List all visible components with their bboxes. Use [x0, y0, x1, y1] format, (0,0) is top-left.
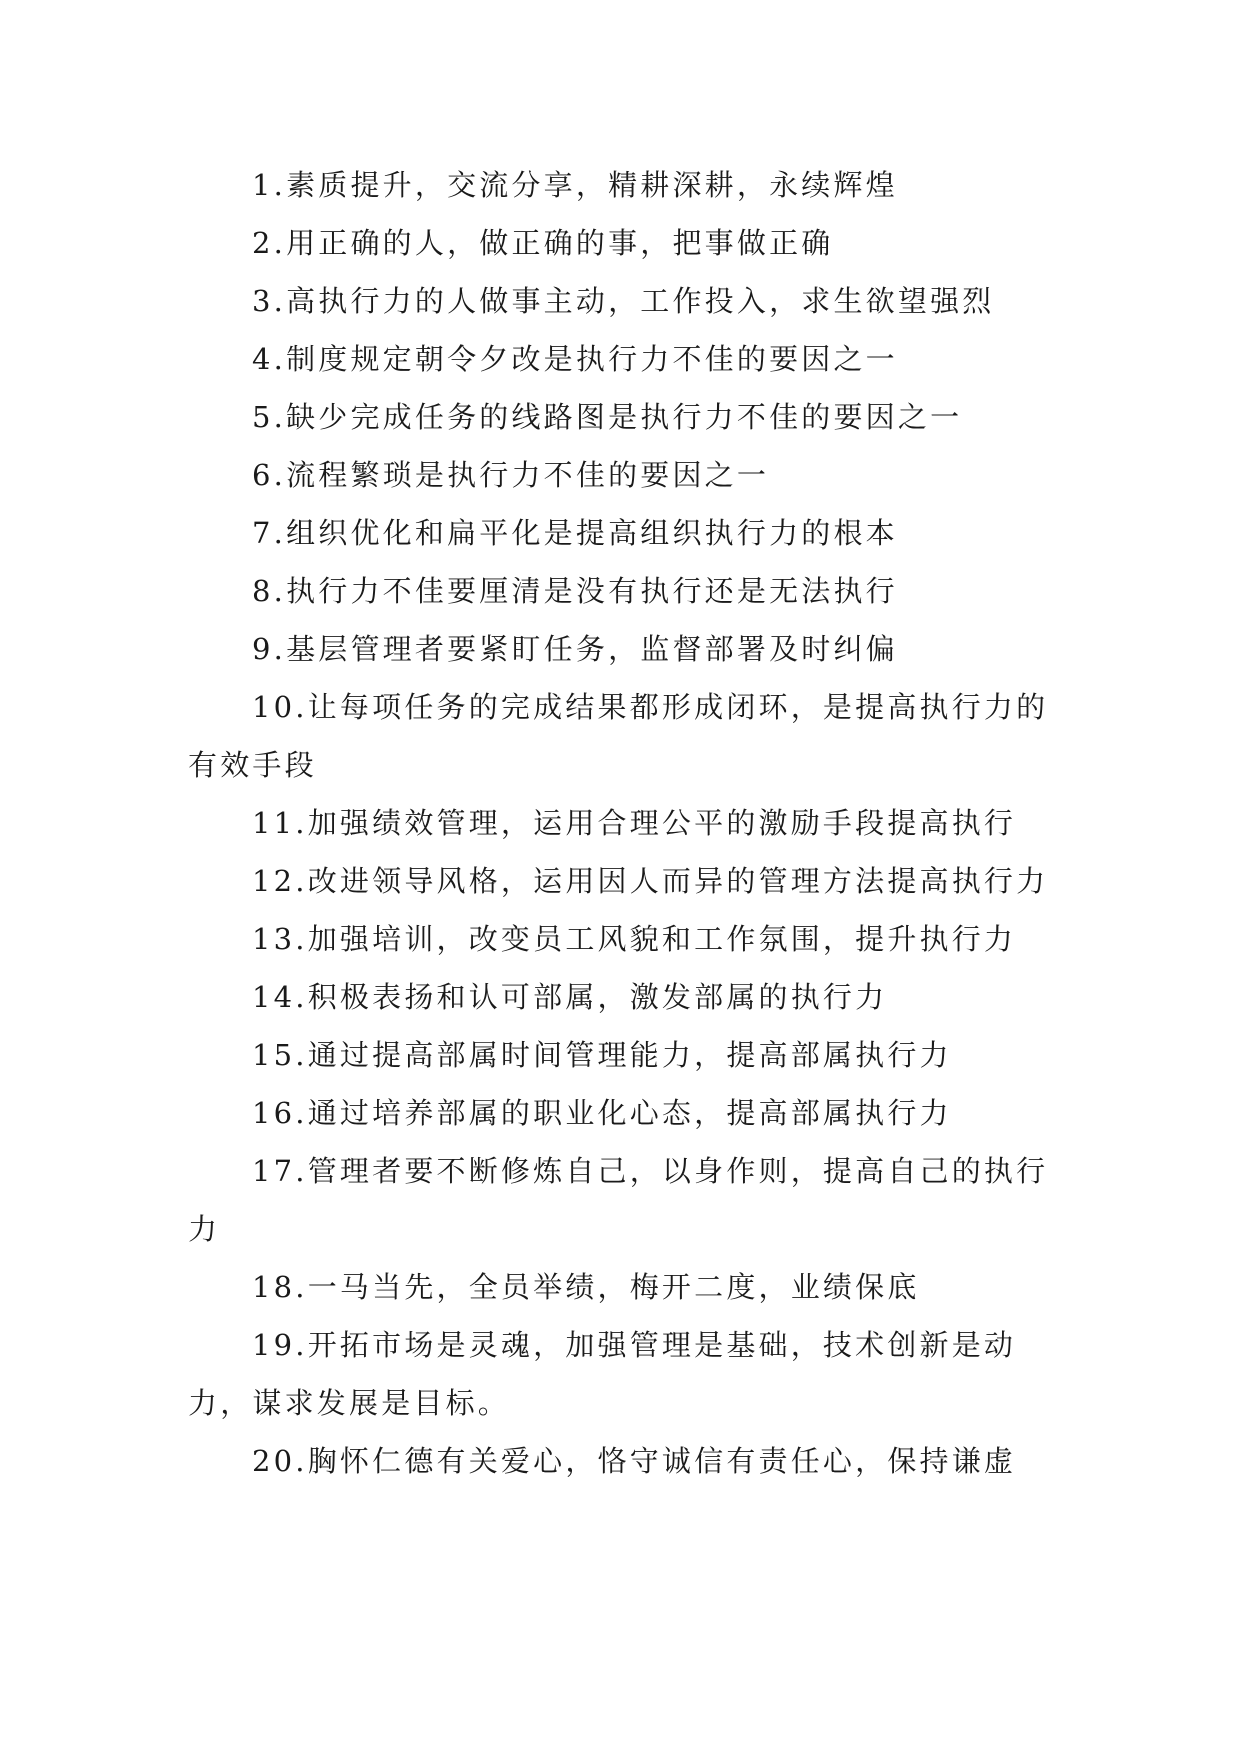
list-item: 19.开拓市场是灵魂，加强管理是基础，技术创新是动力，谋求发展是目标。 [188, 1328, 1017, 1420]
document-body [188, 156, 1050, 1490]
list-item: 13.加强培训，改变员工风貌和工作氛围，提升执行力 [252, 922, 1017, 956]
list-item: 5.缺少完成任务的线路图是执行力不佳的要因之一 [252, 400, 963, 434]
list-item: 8.执行力不佳要厘清是没有执行还是无法执行 [252, 574, 898, 608]
list-item: 16.通过培养部属的职业化心态，提高部属执行力 [252, 1096, 952, 1130]
list-item: 3.高执行力的人做事主动，工作投入，求生欲望强烈 [252, 284, 995, 318]
list-item: 7.组织优化和扁平化是提高组织执行力的根本 [252, 516, 898, 550]
list-item: 9.基层管理者要紧盯任务，监督部署及时纠偏 [252, 632, 898, 666]
list-item: 15.通过提高部属时间管理能力，提高部属执行力 [252, 1038, 952, 1072]
list-item: 17.管理者要不断修炼自己，以身作则，提高自己的执行力 [188, 1154, 1049, 1246]
list-item: 4.制度规定朝令夕改是执行力不佳的要因之一 [252, 342, 898, 376]
list-item: 11.加强绩效管理，运用合理公平的激励手段提高执行 [252, 806, 1017, 840]
list-item: 14.积极表扬和认可部属，激发部属的执行力 [252, 980, 888, 1014]
list-item: 12.改进领导风格，运用因人而异的管理方法提高执行力 [252, 864, 1049, 898]
list-item: 2.用正确的人，做正确的事，把事做正确 [252, 226, 834, 260]
list-item: 6.流程繁琐是执行力不佳的要因之一 [252, 458, 770, 492]
list-item: 1.素质提升，交流分享，精耕深耕，永续辉煌 [252, 168, 898, 202]
list-item: 10.让每项任务的完成结果都形成闭环，是提高执行力的有效手段 [188, 690, 1049, 782]
list-item: 20.胸怀仁德有关爱心，恪守诚信有责任心，保持谦虚 [252, 1444, 1017, 1478]
list-item: 18.一马当先，全员举绩，梅开二度，业绩保底 [252, 1270, 920, 1304]
